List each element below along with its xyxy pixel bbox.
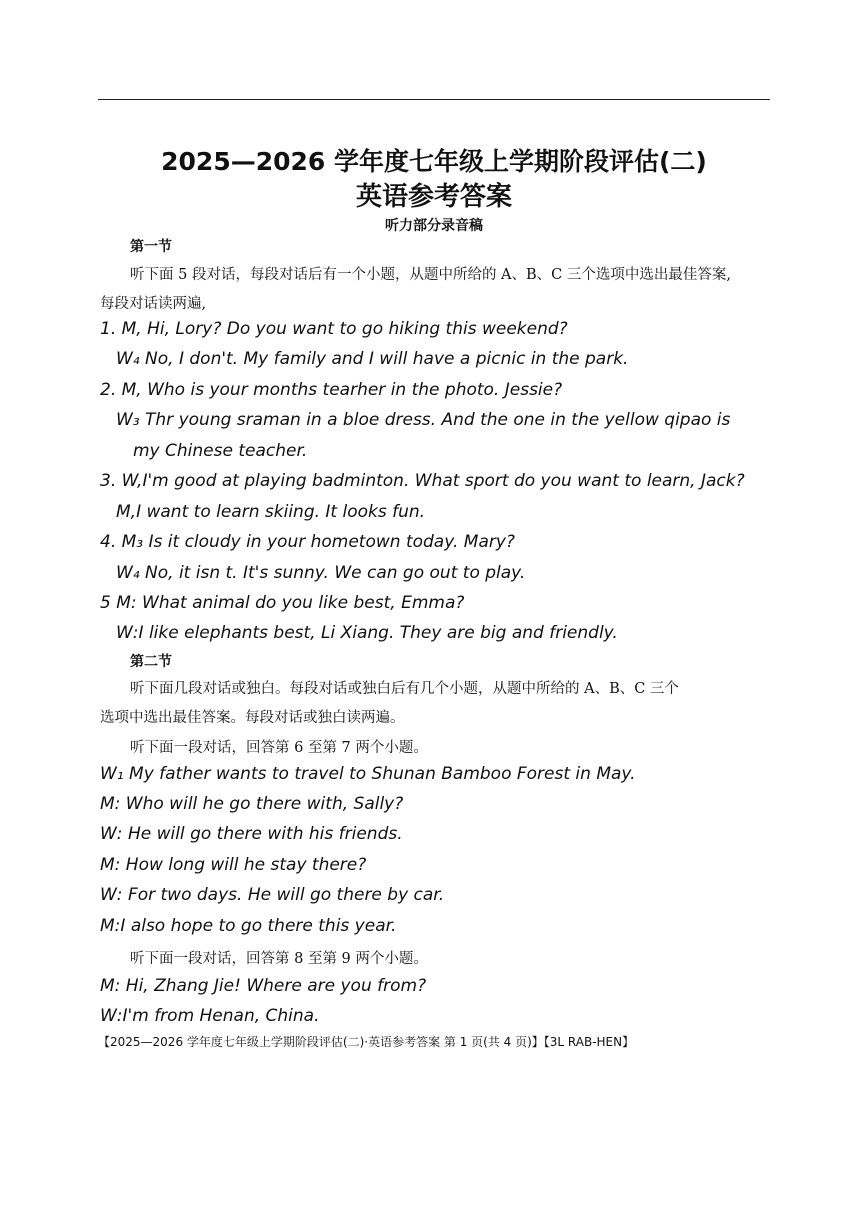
transcript-line: W: He will go there with his friends. <box>100 824 403 844</box>
transcript-line: 1. M, Hi, Lory? Do you want to go hiking this weekend? <box>100 319 568 339</box>
part2-instruction-line2: 选项中选出最佳答案。每段对话或独白读两遍。 <box>100 710 405 726</box>
transcript-line: 5 M: What animal do you like best, Emma? <box>100 593 465 613</box>
part1-instruction-line1: 听下面 5 段对话，每段对话后有一个小题，从题中所给的 A、B、C 三个选项中选出最佳答案, <box>130 267 731 283</box>
transcript-line: M: Who will he go there with, Sally? <box>100 794 404 814</box>
part1-heading: 第一节 <box>130 239 172 255</box>
part2-instruction-line1: 听下面几段对话或独白。每段对话或独白后有几个小题，从题中所给的 A、B、C 三个 <box>130 681 679 697</box>
page-footer: 【2025—2026 学年度七年级上学期阶段评估(二)·英语参考答案 第 1 页(共 4 页)】【3L RAB-HEN】 <box>98 1035 635 1049</box>
transcript-line: W: For two days. He will go there by car. <box>100 885 445 905</box>
transcript-line: W₄ No, I don't. My family and I will have a picnic in the park. <box>116 349 629 369</box>
transcript-line: M,I want to learn skiing. It looks fun. <box>116 502 426 522</box>
transcript-line: W:I like elephants best, Li Xiang. They are big and friendly. <box>116 623 618 643</box>
top-rule <box>98 99 770 100</box>
intro-questions-6-7: 听下面一段对话，回答第 6 至第 7 两个小题。 <box>130 740 428 756</box>
transcript-line: W₃ Thr young sraman in a bloe dress. And the one in the yellow qipao is <box>116 410 731 430</box>
transcript-line: M:I also hope to go there this year. <box>100 916 397 936</box>
part2-heading: 第二节 <box>130 654 172 670</box>
intro-questions-8-9: 听下面一段对话，回答第 8 至第 9 两个小题。 <box>130 951 428 967</box>
transcript-line: W₁ My father wants to travel to Shunan Bamboo Forest in May. <box>100 764 636 784</box>
section-title: 听力部分录音稿 <box>385 218 483 234</box>
part1-instruction-line2: 每段对话读两遍, <box>100 296 207 312</box>
document-subtitle: 英语参考答案 <box>355 182 512 212</box>
transcript-line: 4. M₃ Is it cloudy in your hometown today. Mary? <box>100 532 515 552</box>
transcript-line: 3. W,I'm good at playing badminton. What sport do you want to learn, Jack? <box>100 471 745 491</box>
document-title: 2025—2026 学年度七年级上学期阶段评估(二) <box>161 147 707 176</box>
transcript-line: M: How long will he stay there? <box>100 855 367 875</box>
transcript-line: M: Hi, Zhang Jie! Where are you from? <box>100 976 427 996</box>
transcript-line: my Chinese teacher. <box>133 441 308 461</box>
transcript-line: 2. M, Who is your months tearher in the photo. Jessie? <box>100 380 563 400</box>
transcript-line: W₄ No, it isn t. It's sunny. We can go out to play. <box>116 563 526 583</box>
transcript-line: W:I'm from Henan, China. <box>100 1006 320 1026</box>
